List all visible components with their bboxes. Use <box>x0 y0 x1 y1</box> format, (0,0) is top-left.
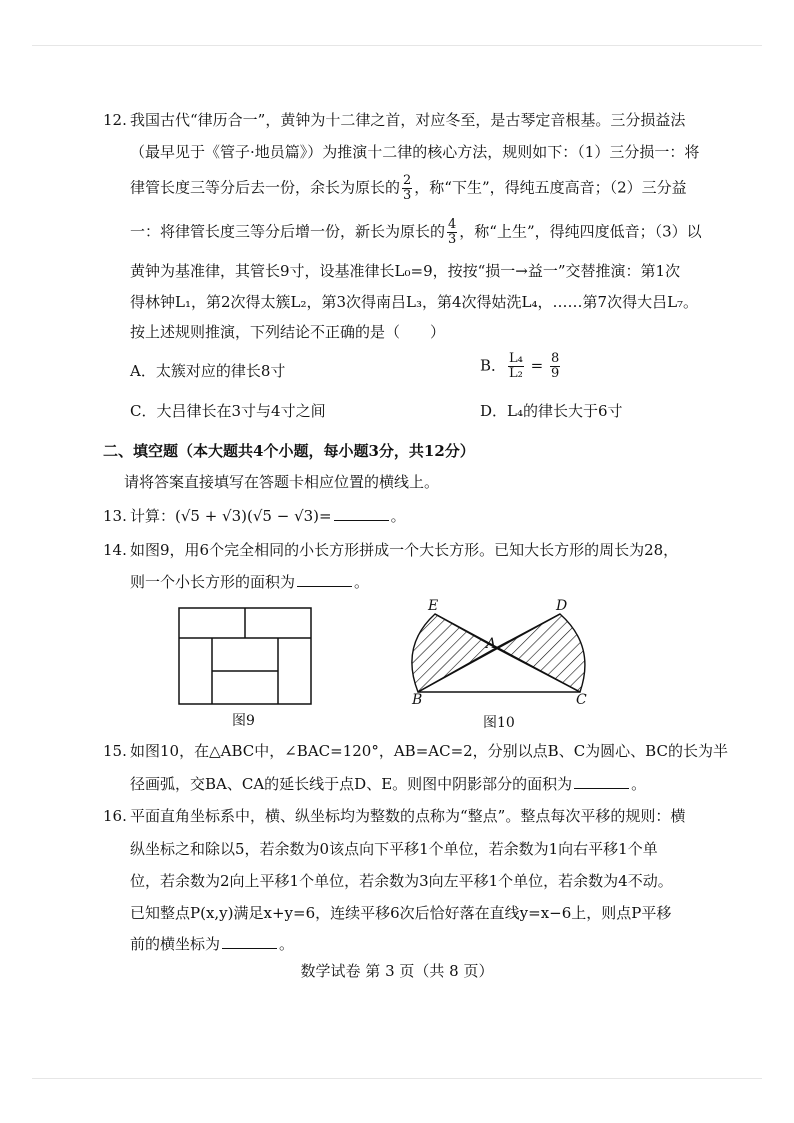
figure-10-caption: 图10 <box>483 715 515 731</box>
q12-line-3b: ，称“下生”，得纯五度高音；（2）三分益 <box>414 178 687 197</box>
q15-text: 径画弧，交BA、CA的延长线于点D、E。则图中阴影部分的面积为 <box>130 775 573 793</box>
q12-line-1: 我国古代“律历合一”，黄钟为十二律之首，对应冬至，是古琴定音根基。三分损益法 <box>130 111 686 129</box>
q15-line-1: 如图10，在△ABC中，∠BAC=120°，AB=AC=2，分别以点B、C为圆心、BC的长为半 <box>130 742 728 760</box>
q13-number: 13. <box>103 507 127 525</box>
q12-option-b: B． $\frac{\text{L₄}}{\text{L₂}}$ = $\frac{8}{9}$ <box>480 351 560 381</box>
q12-line-3 <box>130 174 687 203</box>
figure-9-caption: 图9 <box>232 713 255 729</box>
q12-option-d: D．L₄的律长大于6寸 <box>480 402 623 420</box>
option-b-label: B． <box>480 356 507 375</box>
q16-text: 前的横坐标为 <box>130 935 221 953</box>
fraction-two-thirds <box>402 174 412 203</box>
answer-blank <box>334 506 389 521</box>
q13-end: 。 <box>390 507 406 525</box>
label-a: A <box>486 636 497 652</box>
fraction-den: L₂ <box>509 366 523 381</box>
fraction-den: 3 <box>403 188 412 203</box>
label-e: E <box>428 598 439 614</box>
section-2-instructions: 请将答案直接填写在答题卡相应位置的横线上。 <box>124 473 440 491</box>
q16-line-1: 平面直角坐标系中，横、纵坐标均为整数的点称为“整点”。整点每次平移的规则：横 <box>130 807 686 825</box>
q14-line-1: 如图9，用6个完全相同的小长方形拼成一个大长方形。已知大长方形的周长为28， <box>130 541 679 559</box>
q16-line-2: 纵坐标之和除以5，若余数为0该点向下平移1个单位，若余数为1向右平移1个单 <box>130 840 658 858</box>
q12-line-4a: 一：将律管长度三等分后增一份，新长为原长的 <box>130 222 446 241</box>
fraction-eight-ninths <box>550 352 560 381</box>
q16-line-4: 已知整点P(x,y)满足x+y=6，连续平移6次后恰好落在直线y=x−6上，则点P平移 <box>130 904 672 922</box>
q14-line-2 <box>130 572 369 592</box>
q12-option-c: C．大吕律长在3寸与4寸之间 <box>130 402 326 420</box>
q14-end: 。 <box>354 573 370 591</box>
fraction-den: 3 <box>448 232 457 247</box>
q13-text: 计算：(√5 + √3)(√5 − √3)= <box>130 507 332 525</box>
label-b: B <box>412 692 423 708</box>
fraction-four-thirds <box>447 218 457 247</box>
q12-line-7: 按上述规则推演，下列结论不正确的是（ ） <box>130 323 446 341</box>
q13-line <box>130 506 406 526</box>
fraction-num: 4 <box>448 217 457 232</box>
q14-number: 14. <box>103 541 127 559</box>
q12-option-a: A．太簇对应的律长8寸 <box>130 362 286 380</box>
fraction-num: L₄ <box>509 351 523 366</box>
left-shaded-region <box>412 614 496 692</box>
q12-line-4 <box>130 218 702 247</box>
q14-text: 则一个小长方形的面积为 <box>130 573 296 591</box>
q16-number: 16. <box>103 807 127 825</box>
q12-line-6: 得林钟L₁，第2次得太簇L₂，第3次得南吕L₃，第4次得姑洗L₄，……第7次得大吕L₇。 <box>130 293 699 311</box>
right-shaded-region <box>496 614 585 692</box>
fraction-num: 8 <box>551 351 560 366</box>
q15-number: 15. <box>103 742 127 760</box>
figure-9 <box>175 604 317 706</box>
q15-line-2 <box>130 774 646 794</box>
q12-line-2: （最早见于《管子·地员篇》）为推演十二律的核心方法，规则如下：（1）三分损一：将 <box>130 143 700 161</box>
q16-line-3: 位，若余数为2向上平移1个单位，若余数为3向左平移1个单位，若余数为4不动。 <box>130 872 673 890</box>
section-2-title: 二、填空题（本大题共4个小题，每小题3分，共12分） <box>103 442 475 460</box>
answer-blank <box>222 934 277 949</box>
page-footer: 数学试卷 第 3 页（共 8 页） <box>300 962 494 980</box>
fraction-l4-over-l2 <box>508 352 524 381</box>
q12-number: 12. <box>103 111 127 129</box>
q12-line-5: 黄钟为基准律，其管长9寸，设基准律长L₀=9，按按“损一→益一”交替推演：第1次 <box>130 262 681 280</box>
q16-line-5 <box>130 934 294 954</box>
q12-line-4b: ，称“上生”，得纯四度低音；（3）以 <box>459 222 702 241</box>
label-d: D <box>556 598 568 614</box>
answer-blank <box>574 774 629 789</box>
fraction-num: 2 <box>403 173 412 188</box>
fraction-den: 9 <box>551 366 560 381</box>
label-c: C <box>576 692 587 708</box>
q12-line-3a: 律管长度三等分后去一份，余长为原长的 <box>130 178 401 197</box>
answer-blank <box>297 572 352 587</box>
q16-end: 。 <box>279 935 295 953</box>
q15-end: 。 <box>631 775 647 793</box>
